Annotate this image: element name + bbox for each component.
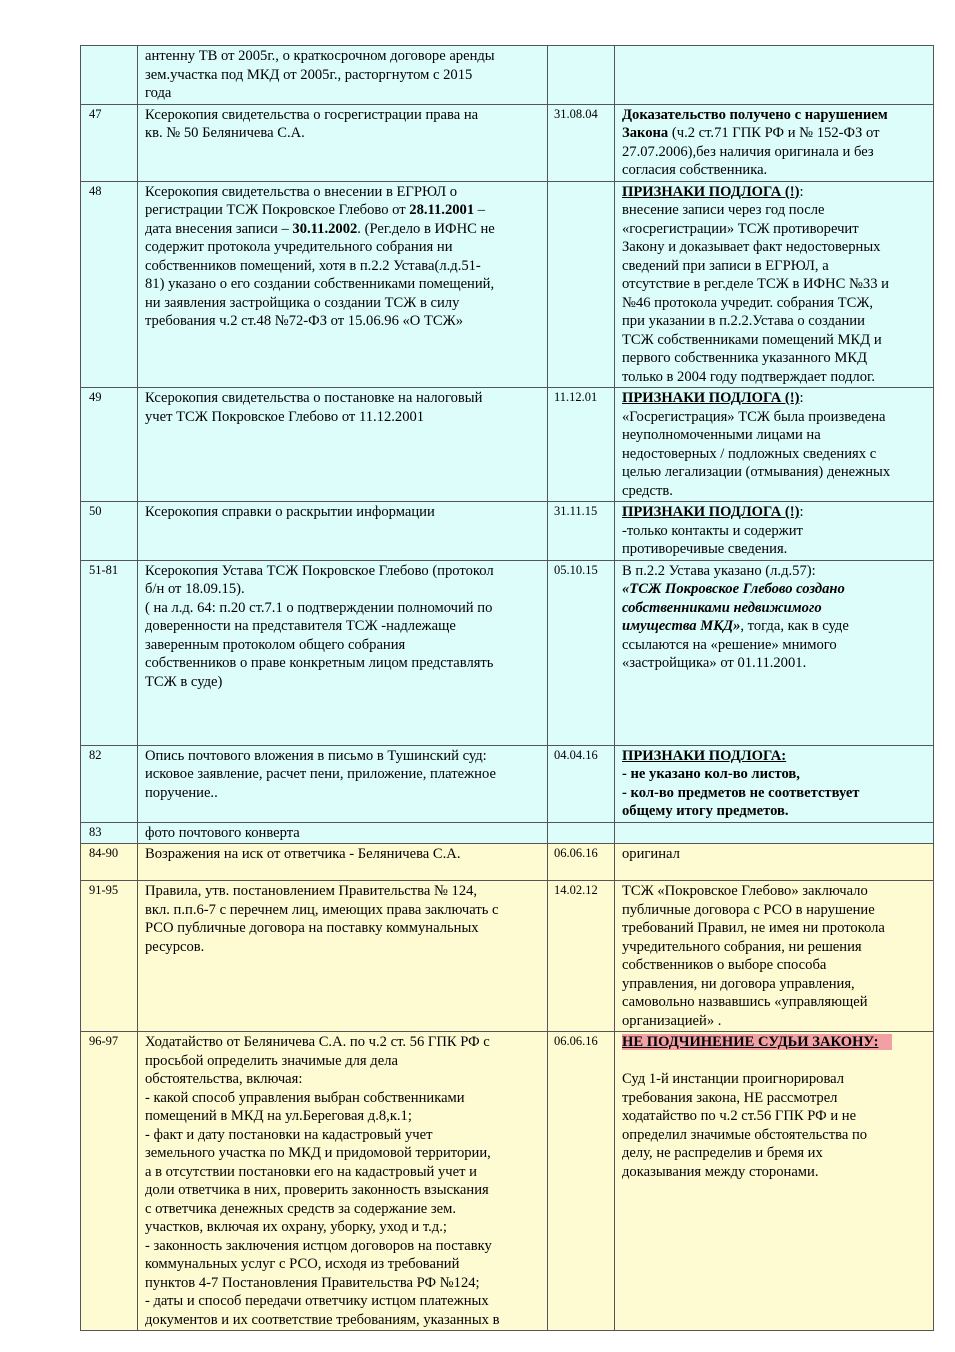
row-date [548, 181, 615, 388]
forgery-signs-heading: ПРИЗНАКИ ПОДЛОГА (!) [622, 183, 800, 200]
row-document: Ксерокопия справки о раскрытии информации [138, 502, 548, 561]
table-row [81, 502, 934, 561]
row-document: Ходатайство от Беляничева С.А. по ч.2 ст. 56 ГПК РФ с просьбой определить значимые для дела обстоятельства, включая: - какой способ управления выбран собственниками помещений в МКД на ул.Береговая д.8,к.1; - факт и дату постановки на кадастровый учет земельного участка по МКД и придомовой территории, а в отсутствии постановки его на кадастровый учет и доли ответчика в них, проверить законность взыскания с ответчика денежных средств за содержание зем. участков, включая их охрану, уборку, уход и т.д.; - законность заключения истцом договоров на поставку коммунальных услуг с РСО, исходя из требований пунктов 4-7 Постановления Правительства РФ №124; - даты и способ передачи ответчику истцом платежных документов и их соответствие требованиям, указанных в [138, 1032, 548, 1331]
row-document: Ксерокопия Устава ТСЖ Покровское Глебово (протокол б/н от 18.09.15). ( на л.д. 64: п.20 ст.7.1 о подтверждении полномочий по доверенности на представителя ТСЖ -надлежаще заверенным протоколом общего собрания собственников о праве конкретным лицом представлять ТСЖ в суде) [138, 560, 548, 745]
row-number: 83 [81, 822, 138, 844]
table-row [81, 104, 934, 181]
row-note [615, 46, 934, 105]
doc-date-entry: 30.11.2002 [292, 220, 358, 237]
note-text: Суд 1-й инстанции проигнорировал требования закона, НЕ рассмотрел ходатайство по ч.2 ст.56 ГПК РФ и не определил значимые обстоятельства по делу, не распределив и бремя их доказывания между сторонами. [622, 1071, 868, 1180]
row-date [548, 822, 615, 844]
row-note: ТСЖ «Покровское Глебово» заключало публичные договора с РСО в нарушение требований Правил, не имея ни протокола учредительного собрания, ни решения собственников о выборе способа управления, ни договора управления, самовольно назвавшись «управляющей организацией» . [615, 881, 934, 1032]
table-row [81, 745, 934, 822]
row-date [548, 46, 615, 105]
row-document: антенну ТВ от 2005г., о краткосрочном договоре аренды зем.участка под МКД от 2005г., расторгнутом с 2015 года [138, 46, 548, 105]
judge-violation-heading: НЕ ПОДЧИНЕНИЕ СУДЬИ ЗАКОНУ: [622, 1034, 892, 1050]
note-text: , тогда, как в суде ссылаются на «решение» мнимого «застройщика» от 01.11.2001. [622, 618, 849, 671]
row-document [138, 181, 548, 388]
row-number [81, 46, 138, 105]
evidence-table [80, 45, 934, 1331]
table-row [81, 560, 934, 745]
row-note [615, 502, 934, 561]
note-text: «Госрегистрация» ТСЖ была произведена неуполномоченными лицами на недостоверных / подложных сведениях с целью легализации (отмывания) денежных средств. [622, 408, 891, 499]
row-date: 06.06.16 [548, 1032, 615, 1331]
row-note [615, 822, 934, 844]
note-colon: : [799, 390, 804, 406]
row-document: Ксерокопия свидетельства о постановке на налоговый учет ТСЖ Покровское Глебово от 11.12.2001 [138, 388, 548, 502]
note-bold: Доказательство получено с нарушением Закона [622, 106, 888, 141]
table-row [81, 844, 934, 881]
row-date: 14.02.12 [548, 881, 615, 1032]
doc-text: . (Рег.дело в ИФНС не содержит протокола учредительного собрания ни собственников помещений, хотя в п.2.2 Устава(л.д.51- 81) указано о его создании собственниками помещений, ни заявления застройщика о создании ТСЖ в силу требования ч.2 ст.48 №72-ФЗ от 15.06.96 «О ТСЖ» [145, 220, 495, 329]
table-row [81, 181, 934, 388]
row-date: 31.08.04 [548, 104, 615, 181]
row-note: оригинал [615, 844, 934, 881]
note-text: -только контакты и содержит противоречивые сведения. [622, 522, 803, 557]
row-document: Ксерокопия свидетельства о госрегистрации права на кв. № 50 Беляничева С.А. [138, 104, 548, 181]
table-row [81, 1032, 934, 1331]
note-text: внесение записи через год после «госрегистрации» ТСЖ противоречит Закону и доказывает факт недостоверных сведений при записи в ЕГРЮЛ, а отсутствие в рег.деле ТСЖ в ИФНС №33 и №46 протокола учредит. собрания ТСЖ, при указании в п.2.2.Устава о создании ТСЖ собственниками помещений МКД и первого собственника указанного МКД только в 2004 году подтверждает подлог. [622, 202, 889, 385]
note-quote: «ТСЖ Покровское Глебово создано собственниками недвижимого имущества МКД» [622, 581, 845, 634]
row-date: 06.06.16 [548, 844, 615, 881]
forgery-signs-heading: ПРИЗНАКИ ПОДЛОГА (!) [622, 390, 800, 406]
row-number: 82 [81, 745, 138, 822]
row-note [615, 388, 934, 502]
doc-text: Ксерокопия свидетельства о внесении в ЕГРЮЛ о регистрации ТСЖ Покровское Глебово от [145, 183, 458, 218]
row-number: 51-81 [81, 560, 138, 745]
table-row [81, 388, 934, 502]
note-colon: : [799, 504, 804, 520]
note-text: - не указано кол-во листов, - кол-во предметов не соответствует общему итогу предметов. [622, 766, 860, 819]
forgery-signs-heading: ПРИЗНАКИ ПОДЛОГА: [622, 747, 787, 764]
row-number: 48 [81, 181, 138, 388]
row-number: 47 [81, 104, 138, 181]
table-row [81, 46, 934, 105]
note-text: В п.2.2 Устава указано (л.д.57): [622, 562, 816, 579]
row-date: 31.11.15 [548, 502, 615, 561]
row-note [615, 104, 934, 181]
row-date: 11.12.01 [548, 388, 615, 502]
row-number: 84-90 [81, 844, 138, 881]
row-document: Правила, утв. постановлением Правительства № 124, вкл. п.п.6-7 с перечнем лиц, имеющих права заключать с РСО публичные договора на поставку коммунальных ресурсов. [138, 881, 548, 1032]
row-date: 04.04.16 [548, 745, 615, 822]
note-text: (ч.2 ст.71 ГПК РФ и № 152-ФЗ от 27.07.2006),без наличия оригинала и без согласия собственника. [622, 125, 880, 178]
doc-text: – дата внесения записи – [145, 202, 486, 237]
row-document: Возражения на иск от ответчика - Беляничева С.А. [138, 844, 548, 881]
table-row [81, 881, 934, 1032]
row-number: 96-97 [81, 1032, 138, 1331]
row-note [615, 745, 934, 822]
row-note [615, 181, 934, 388]
note-colon: : [799, 183, 804, 200]
table-row [81, 822, 934, 844]
row-number: 91-95 [81, 881, 138, 1032]
row-document: фото почтового конверта [138, 822, 548, 844]
row-number: 50 [81, 502, 138, 561]
row-date: 05.10.15 [548, 560, 615, 745]
doc-date-registration: 28.11.2001 [409, 202, 475, 218]
row-note [615, 1032, 934, 1331]
forgery-signs-heading: ПРИЗНАКИ ПОДЛОГА (!) [622, 504, 800, 520]
row-number: 49 [81, 388, 138, 502]
row-note [615, 560, 934, 745]
row-document: Опись почтового вложения в письмо в Тушинский суд: исковое заявление, расчет пени, приложение, платежное поручение.. [138, 745, 548, 822]
